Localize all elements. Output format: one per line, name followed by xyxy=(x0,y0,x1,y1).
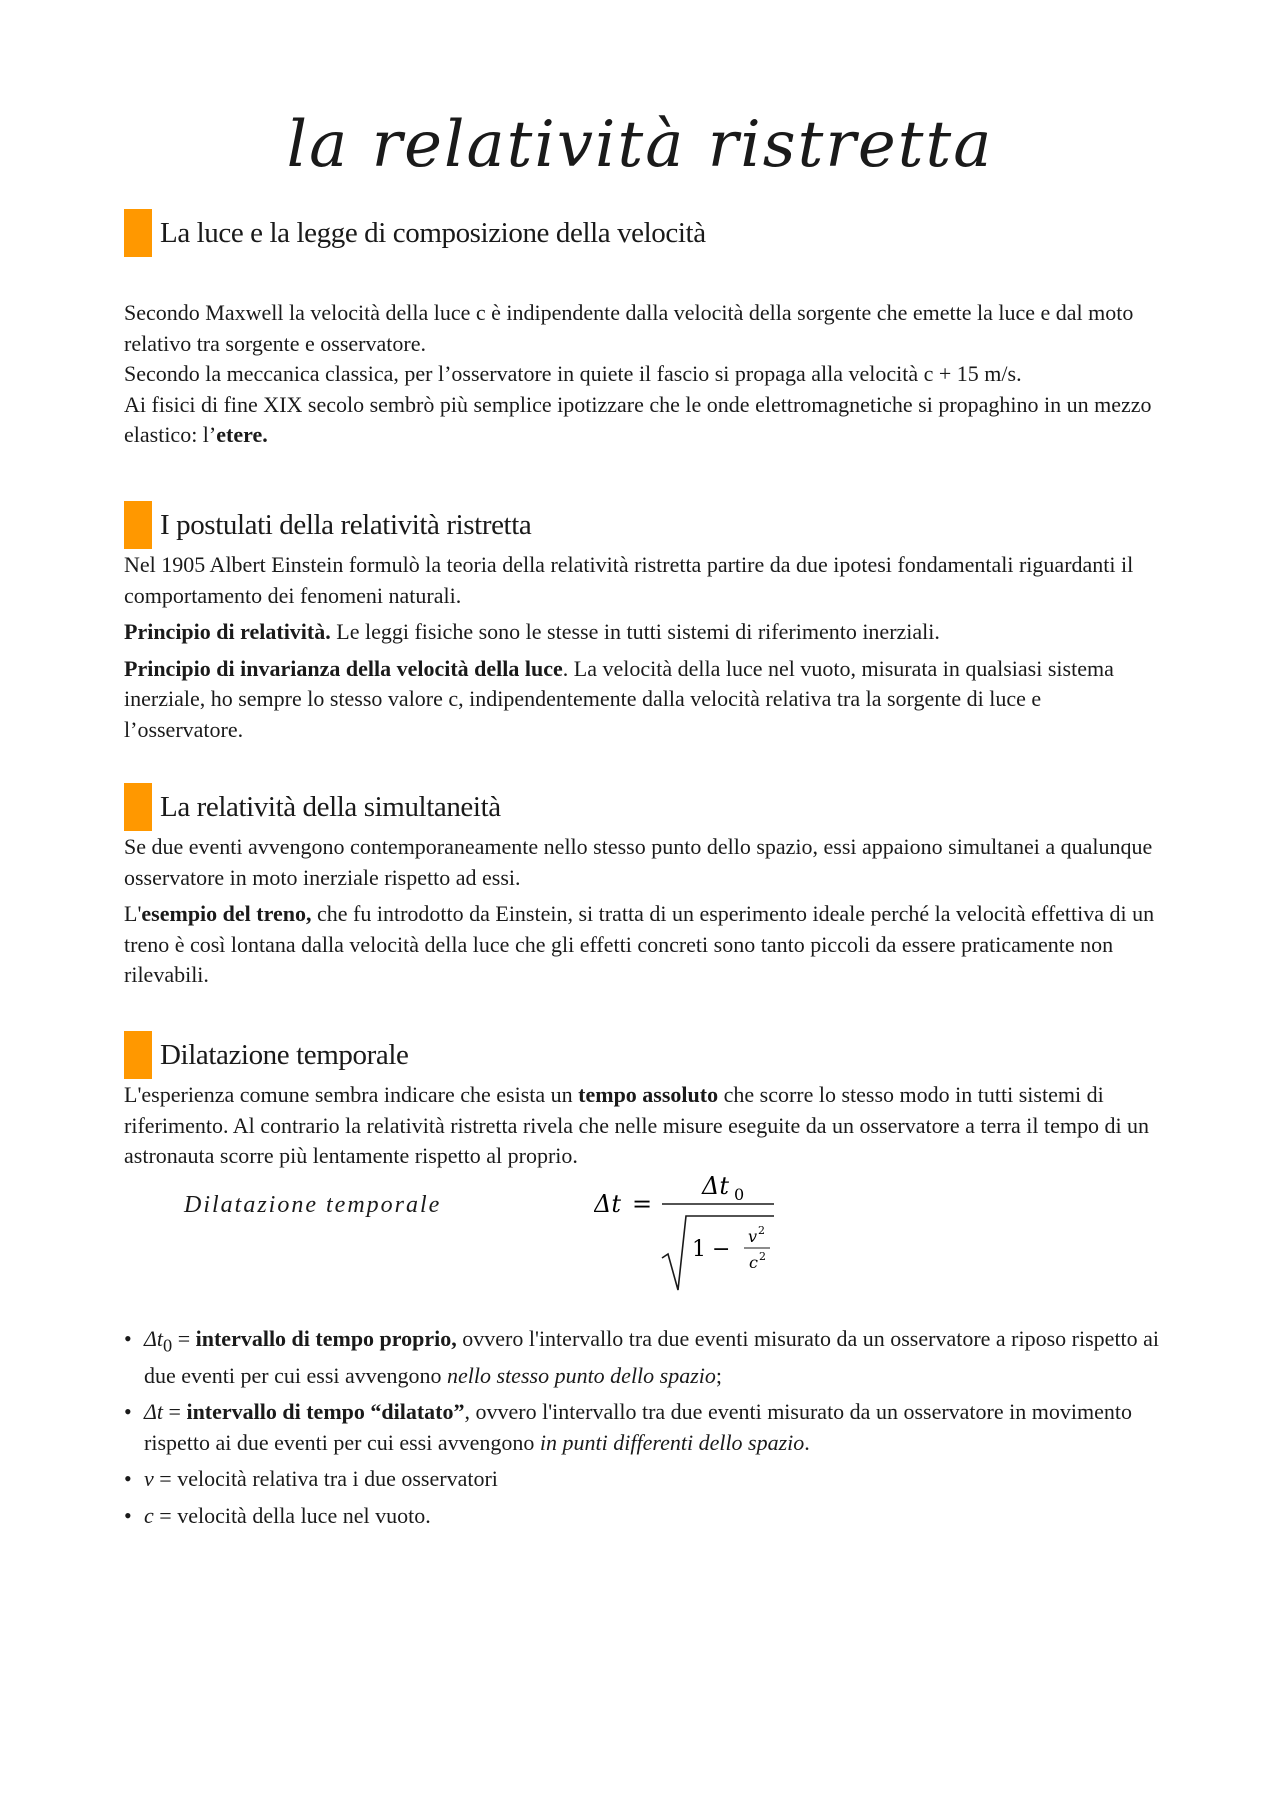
bold-term: tempo assoluto xyxy=(578,1082,719,1107)
orange-marker xyxy=(124,783,152,831)
section-heading xyxy=(124,1030,1164,1080)
section-light-composition xyxy=(124,208,1164,451)
section-simultaneity xyxy=(124,782,1164,991)
paragraph-text: che scorre lo stesso modo in tutti sistemi di riferimento. Al contrario la relatività ristretta rivela che nelle misure eseguite da un osservatore a terra il tempo di un astronauta scorre più lentamente rispetto al proprio. xyxy=(124,1082,1150,1168)
paragraph: Secondo Maxwell la velocità della luce c è indipendente dalla velocità della sorgente che emette la luce e dal moto relativo tra sorgente e osservatore. xyxy=(124,300,1134,356)
paragraph-text: L'esperienza comune sembra indicare che esista un xyxy=(124,1082,579,1107)
formula-label: Dilatazione temporale xyxy=(184,1192,442,1218)
principle-relativity xyxy=(124,617,1164,648)
paragraph: Secondo la meccanica classica, per l’osservatore in quiete il fascio si propaga alla velocità c + 15 m/s. xyxy=(124,361,1022,386)
symbol-subscript: 0 xyxy=(163,1335,173,1356)
formula-c: c xyxy=(749,1253,758,1272)
section-heading-text: Dilatazione temporale xyxy=(160,1038,409,1071)
paragraph-text: . La velocità della luce nel vuoto, misurata in qualsiasi sistema inerziale, ho sempre lo stesso valore c, indipendentemente dalla velocità relativa tra la sorgente di luce e l’osservatore. xyxy=(124,655,1114,742)
item-text: velocità relativa tra i due osservatori xyxy=(177,1466,498,1492)
formula-one: 1 xyxy=(692,1237,706,1262)
formula-c-exp: 2 xyxy=(759,1250,766,1263)
item-text: velocità della luce nel vuoto. xyxy=(177,1502,431,1528)
formula-numerator: Δt xyxy=(702,1172,729,1200)
item-end: . xyxy=(804,1429,810,1455)
section-heading-text: La relatività della simultaneità xyxy=(160,790,501,823)
definitions-list xyxy=(124,1324,1169,1537)
section-heading xyxy=(124,500,1164,550)
symbol: Δt xyxy=(144,1326,164,1351)
symbol: v xyxy=(144,1466,154,1492)
orange-marker xyxy=(124,501,152,549)
list-item xyxy=(124,1324,1169,1391)
bold-term-etere: etere. xyxy=(216,422,268,447)
list-item xyxy=(124,1397,1169,1458)
paragraph xyxy=(124,390,1164,451)
symbol: Δt xyxy=(144,1399,164,1425)
equals: = xyxy=(172,1326,196,1351)
section-heading xyxy=(124,782,1164,832)
formula-v: v xyxy=(748,1227,758,1246)
section-heading-text: I postulati della relatività ristretta xyxy=(160,508,532,541)
formula-numerator-sub: 0 xyxy=(734,1185,745,1204)
formula-lhs: Δt xyxy=(594,1190,621,1218)
bold-term: esempio del treno, xyxy=(141,901,312,926)
list-item xyxy=(124,1464,1169,1495)
page-title: la relatività ristretta xyxy=(286,108,994,182)
bold-term: intervallo di tempo proprio, xyxy=(195,1326,457,1351)
paragraph-text: che fu introdotto da Einstein, si tratta di un esperimento ideale perché la velocità effettiva di un treno è così lontana dalla velocità della luce che gli effetti concreti sono tanto piccoli da essere praticamente non rilevabili. xyxy=(124,901,1155,987)
section-time-dilation xyxy=(124,1030,1164,1172)
item-end: ; xyxy=(715,1362,723,1388)
bold-term: Principio di invarianza della velocità della luce xyxy=(124,655,563,681)
section-postulates xyxy=(124,500,1164,745)
item-text: , ovvero l'intervallo tra due eventi misurato da un osservatore in movimento rispetto ai due eventi per cui essi avvengono xyxy=(144,1399,1132,1455)
equals: = xyxy=(163,1399,187,1425)
symbol: c xyxy=(144,1502,154,1528)
paragraph xyxy=(124,899,1164,991)
section-heading-text: La luce e la legge di composizione della velocità xyxy=(160,216,706,249)
paragraph: Nel 1905 Albert Einstein formulò la teoria della relatività ristretta partire da due ipotesi fondamentali riguardanti il comportamento dei fenomeni naturali. xyxy=(124,552,1134,608)
principle-invariance xyxy=(124,654,1164,746)
formula-minus: − xyxy=(712,1237,731,1262)
bold-term: intervallo di tempo “dilatato” xyxy=(186,1399,465,1425)
equals: = xyxy=(153,1466,178,1492)
italic-text: nello stesso punto dello spazio xyxy=(447,1362,716,1388)
section-heading xyxy=(124,208,1164,258)
title-container xyxy=(0,108,1280,182)
formula-equals: = xyxy=(632,1190,653,1218)
orange-marker xyxy=(124,209,152,257)
paragraph-text: Le leggi fisiche sono le stesse in tutti sistemi di riferimento inerziali. xyxy=(330,619,940,644)
italic-text: in punti differenti dello spazio xyxy=(539,1429,805,1455)
formula-row xyxy=(184,1172,784,1302)
bold-term: Principio di relatività. xyxy=(124,619,331,644)
orange-marker xyxy=(124,1031,152,1079)
paragraph: Se due eventi avvengono contemporaneamente nello stesso punto dello spazio, essi appaiono simultanei a qualunque osservatore in moto inerziale rispetto ad essi. xyxy=(124,834,1153,890)
paragraph-text: Ai fisici di fine XIX secolo sembrò più semplice ipotizzare che le onde elettromagnetiche si propaghino in un mezzo elastico: l’ xyxy=(124,391,1152,447)
equals: = xyxy=(153,1502,178,1528)
paragraph-text: L' xyxy=(124,901,142,926)
list-item xyxy=(124,1501,1169,1532)
paragraph xyxy=(124,1080,1164,1172)
time-dilation-formula xyxy=(594,1172,794,1302)
formula-v-exp: 2 xyxy=(758,1224,765,1237)
item-text: ovvero l'intervallo tra due eventi misurato da un osservatore a riposo rispetto ai due eventi per cui essi avvengono xyxy=(144,1326,1160,1388)
